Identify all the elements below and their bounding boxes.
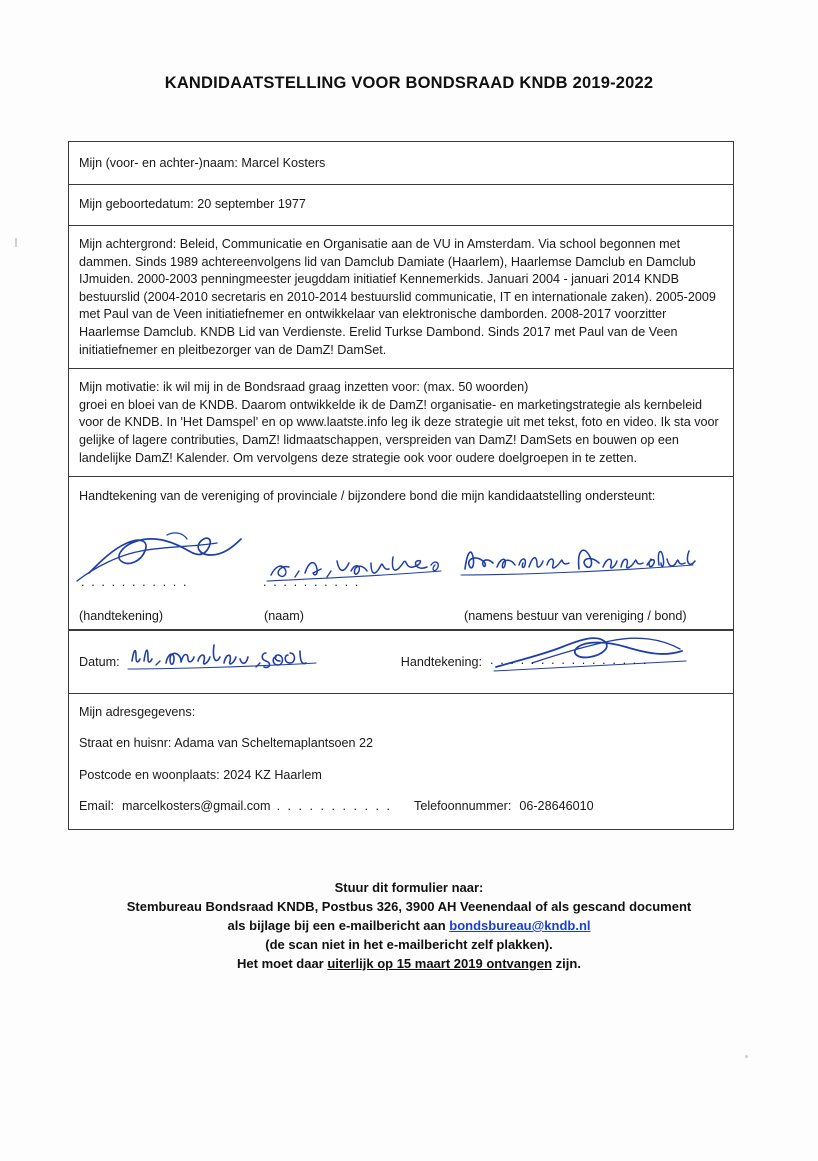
footer-instructions [0, 878, 818, 973]
footer-line-5 [0, 954, 818, 973]
field-row-motivation [69, 369, 733, 477]
field-row-date-signature [69, 631, 733, 694]
address-header-text: Mijn adresgegevens: [79, 704, 196, 719]
contact-row [79, 798, 723, 816]
endorsement-signature-area [79, 515, 723, 607]
date-label: Datum: [79, 654, 120, 669]
scan-artifact-left [15, 238, 17, 247]
bondsbureau-email-link[interactable]: bondsbureau@kndb.nl [449, 918, 591, 933]
footer-line-4: (de scan niet in het e-mailbericht zelf plakken). [265, 937, 553, 952]
phone-value: 06-28646010 [519, 799, 594, 814]
motivation-prompt-text: Mijn motivatie: ik wil mij in de Bondsraad graag inzetten voor: (max. 50 woorden) [79, 380, 529, 395]
endorsement-name-dots: . . . . . . . . . . [263, 574, 360, 589]
field-row-birthdate [69, 185, 733, 227]
label-name: (naam) [264, 608, 304, 623]
email-dots: . . . . . . . . . . . [276, 799, 393, 814]
label-signature: (handtekening) [79, 608, 164, 623]
name-field-text: Mijn (voor- en achter-)naam: Marcel Kosters [79, 156, 326, 170]
candidate-signature-box [490, 647, 723, 677]
footer-line-2: Stembureau Bondsraad KNDB, Postbus 326, 3900 AH Veenendaal of als gescand document [126, 899, 692, 914]
endorsement-club-ink [457, 535, 697, 591]
candidacy-form [68, 141, 734, 830]
field-row-name [69, 142, 733, 185]
footer-line-1: Stuur dit formulier naar: [334, 880, 484, 895]
date-ink [126, 635, 341, 677]
background-field-text: Mijn achtergrond: Beleid, Communicatie en Organisatie aan de VU in Amsterdam. Via school begonnen met dammen. Sinds 1989 achtereenvolgens lid van Damclub Damiate (Haarlem), Haarlemse Damclub en Damclub IJmuiden. 2000-2003 penningmeester jeugddam initiatief Kennemerkids. Januari 2004 - januari 2014 KNDB bestuurslid (2004-2010 secretaris en 2010-2014 bestuurslid communicatie, IT en internationale zaken). 2005-2009 met Paul van de Veen initiatiefnemer en ontwikkelaar van elektronische damborden. 2008-2017 voorzitter Haarlemse Damclub. KNDB Lid van Verdienste. Erelid Turkse Dambond. Sinds 2017 met Paul van de Veen initiatiefnemer en pleitbezorger van de DamZ! DamSet. [79, 237, 716, 357]
footer-line-3 [0, 916, 818, 935]
postcode-field-text: Postcode en woonplaats: 2024 KZ Haarlem [79, 767, 322, 782]
page-title: KANDIDAATSTELLING VOOR BONDSRAAD KNDB 2019-2022 [164, 74, 654, 92]
footer-deadline-underline: uiterlijk op 15 maart 2019 ontvangen [327, 956, 553, 971]
endorsement-prompt-text: Handtekening van de vereniging of provinciale / bijzondere bond die mijn kandidaatstelling ondersteunt: [79, 489, 656, 504]
footer-line-5-post: zijn. [552, 956, 581, 971]
phone-label: Telefoonnummer: [414, 799, 512, 814]
scan-artifact-right [745, 1055, 748, 1058]
birthdate-field-text: Mijn geboortedatum: 20 september 1977 [79, 196, 306, 211]
footer-line-5-pre: Het moet daar [237, 956, 328, 971]
field-row-endorsement [69, 477, 733, 631]
date-handwritten-value [126, 647, 339, 677]
motivation-field-text: groei en bloei van de KNDB. Daarom ontwikkelde ik de DamZ! organisatie- en marketingstrategie als kernbeleid voor de KNDB. In 'Het Damspel' en op www.laatste.info leg ik deze strategie uit met tekst, foto en video. Ik sta voor gelijke of lagere contributies, DamZ! lidmaatschappen, verspreiden van DamZ! DamSets en bouwen op een landelijke DamZ! Kalender. Om vervolgens deze strategie ook voor oudere doelgroepen in te zetten. [79, 397, 719, 465]
candidate-signature-dots: . . . . . . . . . . . . . . . . [490, 652, 649, 667]
label-behalf: (namens bestuur van vereniging / bond) [464, 608, 687, 623]
endorsement-labels-row [79, 609, 723, 623]
street-field-text: Straat en huisnr: Adama van Scheltemaplantsoen 22 [79, 736, 374, 751]
email-label: Email: [79, 799, 114, 814]
date-signature-row [79, 647, 723, 677]
field-row-address [69, 694, 733, 829]
endorsement-signature-dots: . . . . . . . . . . . [81, 574, 189, 589]
email-value: marcelkosters@gmail.com [122, 799, 271, 814]
signature-label: Handtekening: [400, 654, 482, 669]
footer-line-3-pre: als bijlage bij een e-mailbericht aan [227, 918, 450, 933]
field-row-background [69, 226, 733, 369]
